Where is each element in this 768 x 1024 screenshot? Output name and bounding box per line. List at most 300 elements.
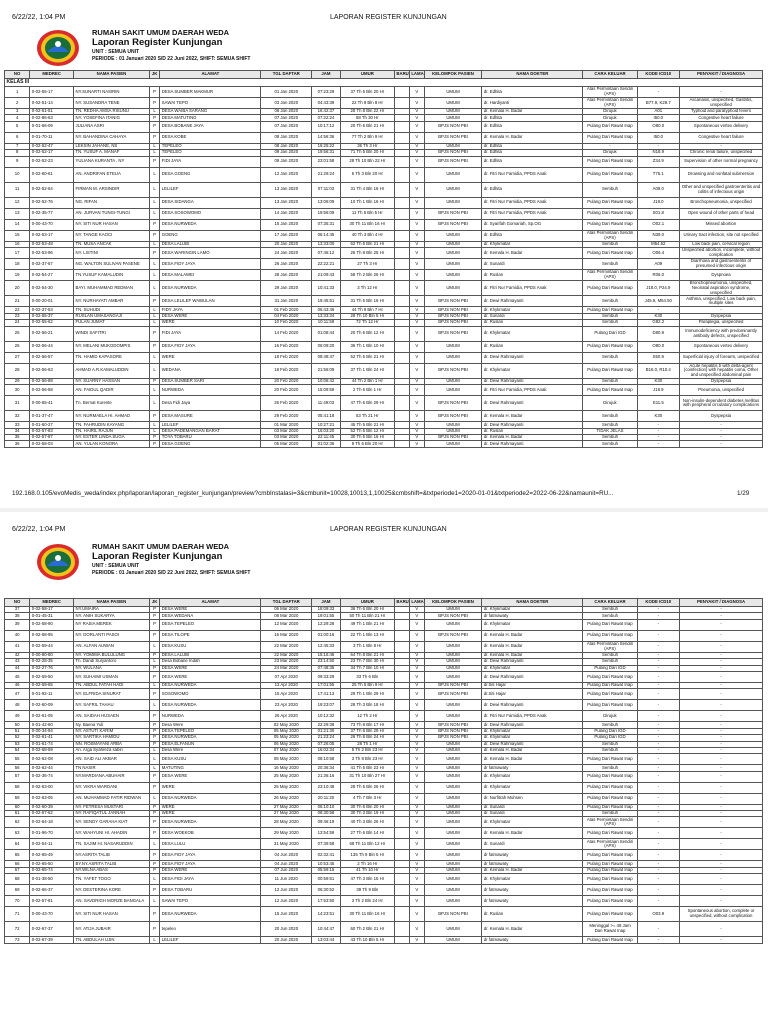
cell-no: 31	[5, 396, 30, 411]
cell-kelompok: UMUM	[424, 98, 482, 109]
cell-diag: Chronic renal failure, unspecified	[680, 150, 763, 156]
report-page-1	[0, 0, 768, 508]
cell-icd: -	[637, 87, 680, 98]
cell-umur: 49 Th 1 Bln 21 Hr	[340, 619, 394, 630]
cell-icd: -	[637, 765, 680, 771]
cell-cara: Sembuh	[583, 313, 637, 319]
table-row	[5, 87, 763, 98]
cell-alamat: DESA GOENG	[160, 441, 261, 447]
cell-dokter: dr. Khykmatar	[482, 241, 583, 247]
cell-kelompok: UMUM	[424, 937, 482, 943]
cell-nama: NG. WALTON SULIVAN PASENE	[74, 258, 150, 269]
cell-tgl: 07 Jan 2020	[261, 115, 312, 121]
cell-no: 60	[5, 804, 30, 810]
cell-tgl: 12 Mar 2020	[261, 619, 312, 630]
cell-kelompok: UMUM	[424, 782, 482, 793]
cell-cara: Pulang Dari Rawat Inap	[583, 689, 637, 700]
cell-lama: V	[409, 121, 424, 132]
cell-cara: Pulang Dari Rawat Inap	[583, 874, 637, 885]
cell-dokter: dr. Khykmatar	[482, 307, 583, 313]
cell-medrec: 0-02-51-14	[30, 98, 74, 109]
cell-icd: A01	[637, 109, 680, 115]
cell-baru	[394, 907, 409, 922]
cell-lama: V	[409, 385, 424, 396]
cell-cara: Sembuh	[583, 607, 637, 613]
cell-alamat: DESA TEPELEO	[160, 619, 261, 630]
cell-jam: 13:03:44	[312, 937, 341, 943]
cell-icd: I50.0	[637, 115, 680, 121]
page-footer	[12, 490, 750, 497]
cell-umur: 30 Th 11 Bln 16 Hr	[340, 219, 394, 230]
cell-jk: P	[149, 867, 159, 873]
cell-jam: 17:41:13	[312, 689, 341, 700]
cell-medrec: 0-02-55-62	[30, 320, 74, 326]
cell-cara: Sembuh	[583, 652, 637, 658]
cell-icd: Z34.9	[637, 156, 680, 167]
table-row	[5, 208, 763, 219]
column-header: NO	[5, 599, 30, 607]
cell-kelompok: UMUM	[424, 659, 482, 665]
cell-nama: TN. HAMID KAPASORE	[74, 352, 150, 363]
column-header: MEDREC	[30, 71, 74, 79]
cell-diag: -	[680, 711, 763, 722]
cell-diag: -	[680, 689, 763, 700]
cell-kelompok: UMUM	[424, 441, 482, 447]
cell-tgl: 29 May 2020	[261, 828, 312, 839]
cell-dokter: dr. Kemala H. Badar	[482, 747, 583, 753]
cell-jam: 19:23:07	[312, 700, 341, 711]
cell-baru	[394, 208, 409, 219]
cell-jam: 21:29:24	[312, 167, 341, 182]
page-number: 1/29	[737, 490, 750, 497]
cell-jk: L	[149, 700, 159, 711]
cell-no: 66	[5, 861, 30, 867]
cell-diag: -	[680, 700, 763, 711]
table-row	[5, 167, 763, 182]
cell-umur: 39 Th 9 Bln	[340, 885, 394, 896]
table-row	[5, 885, 763, 896]
cell-no: 36	[5, 441, 30, 447]
cell-alamat: DESA MALAWEI	[160, 269, 261, 280]
cell-medrec: 0-02-57-81	[30, 896, 74, 907]
cell-kelompok: UMUM	[424, 804, 482, 810]
cell-dokter: dr. Edhita	[482, 87, 583, 98]
column-header: NAMA PASIEN	[74, 599, 150, 607]
cell-medrec: 0-02-56-88	[30, 378, 74, 384]
cell-nama: NY. ESTER LINDA SUGA	[74, 435, 150, 441]
cell-jam: 08:10:58	[312, 754, 341, 765]
cell-baru	[394, 87, 409, 98]
cell-cara: Dirujuk	[583, 109, 637, 115]
report-header	[92, 28, 250, 63]
cell-nama: NY. NURHAYATI AMBAR	[74, 296, 150, 307]
column-header: NO	[5, 71, 30, 79]
cell-alamat: tepeleo	[160, 922, 261, 937]
cell-jk: P	[149, 771, 159, 782]
column-header: NAMA PASIEN	[74, 71, 150, 79]
cell-lama: V	[409, 782, 424, 793]
cell-icd: K30	[637, 378, 680, 384]
cell-no: 19	[5, 269, 30, 280]
cell-jam: 10:12:32	[312, 711, 341, 722]
cell-baru	[394, 352, 409, 363]
cell-nama: NY. VIKRA WARDANI	[74, 782, 150, 793]
cell-alamat: DESA WERE	[160, 771, 261, 782]
cell-umur: 12 Th 2 Hr	[340, 711, 394, 722]
cell-cara: Pulang Dari Rawat Inap	[583, 907, 637, 922]
cell-cara: Pulang Dari IGD	[583, 665, 637, 671]
cell-jk: L	[149, 280, 159, 295]
cell-baru	[394, 441, 409, 447]
cell-jam: 13:06:09	[312, 197, 341, 208]
cell-alamat: TEPELEO	[160, 143, 261, 149]
cell-medrec: 0-02-53-48	[30, 241, 74, 247]
cell-lama: V	[409, 143, 424, 149]
cell-nama: TN. SAJIM HI. NASARUDDIN	[74, 839, 150, 850]
cell-nama: AN. ALFAN AUWAN	[74, 641, 150, 652]
cell-diag: Immunodeficiency with predominantly antibody defects, unspecified	[680, 326, 763, 341]
cell-jam: 19:01:55	[312, 613, 341, 619]
table-row	[5, 258, 763, 269]
cell-medrec: 0-02-58-90	[30, 619, 74, 630]
column-header: NAMA DOKTER	[482, 71, 583, 79]
cell-tgl: 25 May 2020	[261, 782, 312, 793]
cell-alamat: DESA SIDANGA	[160, 197, 261, 208]
cell-dokter: dr. Fitri Nur Farnidia, PPDS Anak	[482, 385, 583, 396]
cell-tgl: 14 Feb 2020	[261, 326, 312, 341]
cell-umur: 58 Th 2 Bln 26 Hr	[340, 269, 394, 280]
cell-baru	[394, 396, 409, 411]
cell-umur: 22 Th 9 Bln 8 Hr	[340, 98, 394, 109]
cell-jam: 23:01:58	[312, 156, 341, 167]
cell-jam: 13:33:34	[312, 313, 341, 319]
cell-diag: Diarrhoea and gastroenteritis of presumed infectious origin	[680, 258, 763, 269]
cell-lama: V	[409, 313, 424, 319]
cell-nama: TN. MUSA ANCAK	[74, 241, 150, 247]
table-row	[5, 619, 763, 630]
cell-kelompok: UMUM	[424, 280, 482, 295]
cell-diag: Dyspnoea	[680, 269, 763, 280]
cell-dokter: dr. Sunardi	[482, 258, 583, 269]
cell-no: 5	[5, 121, 30, 132]
cell-dokter: dr. Fitri Nur Farnidia, PPDS Anak	[482, 167, 583, 182]
cell-umur: 31 Th 10 Bln 27 Hr	[340, 771, 394, 782]
cell-alamat: LELILEF	[160, 937, 261, 943]
cell-jk: P	[149, 441, 159, 447]
cell-jk: L	[149, 874, 159, 885]
cell-baru	[394, 132, 409, 143]
cell-baru	[394, 326, 409, 341]
cell-no: 68	[5, 874, 30, 885]
cell-jam: 06:14:45	[312, 230, 341, 241]
cell-lama: V	[409, 269, 424, 280]
cell-nama: NG. RIFAN	[74, 197, 150, 208]
cell-kelompok: BPJS NON PBI	[424, 296, 482, 307]
cell-icd: -	[637, 804, 680, 810]
cell-dokter: dr. Khykmatar	[482, 363, 583, 378]
cell-tgl: 04 Jun 2020	[261, 850, 312, 861]
cell-alamat: DESA LELILEF WAIBULAN	[160, 296, 261, 307]
cell-icd: J18.0	[637, 197, 680, 208]
cell-jk: P	[149, 907, 159, 922]
cell-jam: 07:39:58	[312, 839, 341, 850]
cell-no: 62	[5, 817, 30, 828]
cell-cara: Meninggal >= 48 Jam Dari Rawat Inap	[583, 922, 637, 937]
cell-alamat: DESA WAIBA SARANG	[160, 109, 261, 115]
cell-jam: 19:45:51	[312, 296, 341, 307]
cell-umur: 2 Th 16 Hr	[340, 861, 394, 867]
print-datetime: 6/22/22, 1:04 PM	[12, 14, 66, 21]
table-row	[5, 641, 763, 652]
register-table-page-2	[4, 598, 763, 944]
cell-jk: P	[149, 435, 159, 441]
cell-cara: Sembuh	[583, 352, 637, 363]
cell-alamat: DESA MASURE	[160, 411, 261, 422]
table-row	[5, 247, 763, 258]
cell-medrec: 0-00-34-94	[30, 728, 74, 734]
hospital-logo-icon	[35, 28, 81, 68]
cell-alamat: DESA TILOPE	[160, 630, 261, 641]
cell-alamat: DESA WERE	[160, 665, 261, 671]
column-header: NAMA DOKTER	[482, 599, 583, 607]
cell-alamat: Desa Fidi Jaya	[160, 396, 261, 411]
cell-diag: -	[680, 735, 763, 741]
cell-jk: L	[149, 793, 159, 804]
cell-icd: -	[637, 641, 680, 652]
cell-alamat: DESA ELFANUN	[160, 741, 261, 747]
cell-dokter: dr. Dewi Rahmayanti	[482, 441, 583, 447]
cell-nama: NY. SITI NUR HASAN	[74, 907, 150, 922]
cell-icd: -	[637, 850, 680, 861]
cell-dokter: dr fatmawaty	[482, 896, 583, 907]
cell-nama: TN.YUSUF KAMALUDIN	[74, 269, 150, 280]
cell-cara: Pulang Dari Rawat Inap	[583, 682, 637, 688]
cell-umur: 43 Th 10 Bln 5 Hr	[340, 937, 394, 943]
cell-alamat: FIDI JAYA	[160, 326, 261, 341]
cell-jam: 01:08:44	[312, 326, 341, 341]
cell-jam: 21:56:09	[312, 363, 341, 378]
cell-diag: Dyspepsia	[680, 378, 763, 384]
cell-cara: TIDAK JELAS	[583, 428, 637, 434]
cell-no: 51	[5, 728, 30, 734]
cell-jk: L	[149, 352, 159, 363]
cell-kelompok: BPJS NON PBI	[424, 313, 482, 319]
cell-dokter: dr. Fitri Nur Farnidia, PPDS Anak	[482, 711, 583, 722]
cell-jk: P	[149, 156, 159, 167]
cell-tgl: 05 May 2020	[261, 735, 312, 741]
cell-jk: P	[149, 98, 159, 109]
cell-diag: -	[680, 937, 763, 943]
cell-nama: TN. HAIRIL RAJUN	[74, 428, 150, 434]
cell-tgl: 24 Jan 2020	[261, 247, 312, 258]
cell-baru	[394, 197, 409, 208]
cell-icd: -	[637, 722, 680, 728]
cell-diag: Low back pain, cervical region	[680, 241, 763, 247]
cell-nama: NY.UMAIRA	[74, 607, 150, 613]
cell-diag: Ascariasis, unspecified, Gastritis, unspecified	[680, 98, 763, 109]
cell-jam: 10:44:47	[312, 922, 341, 937]
cell-tgl: 13 Jan 2020	[261, 197, 312, 208]
cell-cara: Sembuh	[583, 241, 637, 247]
cell-dokter: dr. Edhita	[482, 115, 583, 121]
cell-kelompok: UMUM	[424, 378, 482, 384]
cell-nama: NY. BAHANDINA CAHAYA	[74, 132, 150, 143]
cell-nama: NY.ASRITA TALIB	[74, 850, 150, 861]
table-row	[5, 896, 763, 907]
cell-tgl: 03 Jan 2020	[261, 98, 312, 109]
cell-tgl: 06 Mar 2020	[261, 607, 312, 613]
cell-umur: 6 Th 3 Bln 20 Hr	[340, 167, 394, 182]
cell-icd: O03.9	[637, 907, 680, 922]
cell-icd: O80.0	[637, 121, 680, 132]
cell-jam: 16:42:37	[312, 109, 341, 115]
cell-alamat: WERE	[160, 320, 261, 326]
cell-cara: Pulang Dari Rawat Inap	[583, 771, 637, 782]
cell-diag: -	[680, 747, 763, 753]
cell-nama: NY. SITI NUR HASAN	[74, 219, 150, 230]
cell-nama: NY. NURMAELA HI. AHMAD	[74, 411, 150, 422]
cell-medrec: 0-02-52-76	[30, 197, 74, 208]
cell-diag: -	[680, 619, 763, 630]
cell-nama: FULAN JUMAT	[74, 320, 150, 326]
cell-alamat: DESA LALUBI	[160, 652, 261, 658]
cell-lama: V	[409, 167, 424, 182]
cell-no: 49	[5, 711, 30, 722]
cell-no: 13	[5, 208, 30, 219]
cell-umur: 50 Th 11 Bln 21 Hr	[340, 613, 394, 619]
cell-umur: 34 Th 7 Bln 10 Hr	[340, 665, 394, 671]
cell-cara: Pulang Dari Rawat Inap	[583, 885, 637, 896]
cell-dokter: dr. Ruslan	[482, 269, 583, 280]
cell-jk: P	[149, 230, 159, 241]
cell-icd: -	[637, 922, 680, 937]
cell-lama: V	[409, 722, 424, 728]
cell-kelompok: BPJS NON PBI	[424, 320, 482, 326]
cell-medrec: 0-02-37-53	[30, 307, 74, 313]
cell-dokter: dr fatmawaty	[482, 765, 583, 771]
column-header: PENYAKIT / DIAGNOSA	[680, 599, 763, 607]
table-row	[5, 907, 763, 922]
cell-diag: -	[680, 641, 763, 652]
cell-cara: Pulang Dari Rawat Inap	[583, 385, 637, 396]
cell-jam: 21:23:24	[312, 735, 341, 741]
cell-alamat: SOSOWOMO	[160, 689, 261, 700]
cell-no: 24	[5, 320, 30, 326]
cell-umur: 11 Th 5 Bln 5 Hr	[340, 208, 394, 219]
cell-medrec: 0-02-62-44	[30, 765, 74, 771]
cell-tgl: 01 Mar 2020	[261, 422, 312, 428]
cell-jam: 18:09:33	[312, 607, 341, 613]
cell-no: 14	[5, 219, 30, 230]
cell-medrec: 0-02-27-76	[30, 665, 74, 671]
cell-icd: -	[637, 793, 680, 804]
cell-icd: -	[637, 700, 680, 711]
cell-diag: Spontaneous vertex delivery	[680, 121, 763, 132]
cell-medrec: 0-02-35-77	[30, 208, 74, 219]
cell-diag: -	[680, 428, 763, 434]
cell-dokter: dr. Dewi Rahmayanti	[482, 378, 583, 384]
table-row	[5, 230, 763, 241]
cell-cara: Pulang Dari Rawat Inap	[583, 247, 637, 258]
cell-lama: V	[409, 817, 424, 828]
cell-no: 63	[5, 828, 30, 839]
cell-jk: P	[149, 247, 159, 258]
cell-cara: Pulang Dari Rawat Inap	[583, 630, 637, 641]
cell-icd: M54.52	[637, 241, 680, 247]
cell-diag: -	[680, 782, 763, 793]
cell-jam: 05:41:18	[312, 411, 341, 422]
cell-jam: 22:11:45	[312, 435, 341, 441]
cell-alamat: FIDI JAYA	[160, 156, 261, 167]
cell-icd: -	[637, 659, 680, 665]
cell-jam: 00:59:51	[312, 874, 341, 885]
cell-diag: Other and unspecified gastroenteritis and colitis of infectious origin	[680, 182, 763, 197]
cell-jam: 19:56:09	[312, 208, 341, 219]
cell-jam: 16:02:34	[312, 747, 341, 753]
cell-baru	[394, 630, 409, 641]
table-row	[5, 326, 763, 341]
cell-lama: V	[409, 156, 424, 167]
cell-cara: Pulang Dari Rawat Inap	[583, 937, 637, 943]
cell-jam: 11:49:03	[312, 396, 341, 411]
cell-lama: V	[409, 700, 424, 711]
cell-kelompok: UMUM	[424, 341, 482, 352]
cell-kelompok: BPJS NON PBI	[424, 396, 482, 411]
report-name: Laporan Register Kunjungan	[92, 551, 223, 562]
cell-baru	[394, 641, 409, 652]
cell-no: 46	[5, 682, 30, 688]
cell-no: 10	[5, 167, 30, 182]
cell-lama: V	[409, 422, 424, 428]
cell-alamat: WERE	[160, 782, 261, 793]
cell-umur: 53 Th 21 Hr	[340, 411, 394, 422]
cell-icd: K30	[637, 313, 680, 319]
cell-cara: Sembuh	[583, 258, 637, 269]
cell-kelompok: UMUM	[424, 269, 482, 280]
cell-tgl: 12 Jun 2020	[261, 896, 312, 907]
cell-jk: P	[149, 741, 159, 747]
cell-kelompok: UMUM	[424, 874, 482, 885]
cell-jk: L	[149, 363, 159, 378]
cell-cara: Atas Permintaan Sendiri (APS)	[583, 269, 637, 280]
cell-medrec: 0-02-53-17	[30, 230, 74, 241]
cell-nama: AN. MUHAMMAD FATIR RIDWAN	[74, 793, 150, 804]
cell-diag: -	[680, 867, 763, 873]
cell-jam: 10:53:45	[312, 861, 341, 867]
cell-jam: 15:16:46	[312, 652, 341, 658]
cell-cara: Sembuh	[583, 747, 637, 753]
column-header: BARU	[394, 71, 409, 79]
cell-icd: -	[637, 711, 680, 722]
cell-icd: J18.9	[637, 385, 680, 396]
cell-kelompok: UMUM	[424, 793, 482, 804]
cell-no: 42	[5, 652, 30, 658]
table-row	[5, 689, 763, 700]
table-row	[5, 341, 763, 352]
cell-nama: NY. RAFIQATUL JANNAH	[74, 811, 150, 817]
cell-lama: V	[409, 296, 424, 307]
cell-dokter: dr fatmawaty	[482, 850, 583, 861]
cell-icd: G82.2	[637, 320, 680, 326]
cell-jam: 20:11:20	[312, 793, 341, 804]
cell-dokter: dr. Sunardi	[482, 811, 583, 817]
cell-no: 30	[5, 385, 30, 396]
footer-url: 192.168.0.105/evoMedis_weda/index.php/laporan/laporan_register_kunjungan/preview?cmbInstalasi=3&cmbunit=10028,10013,1,10025&cmbshift=&txtperiode1=2020-01-01&txtperiode2=2022-06-22&namaunit=RU...	[12, 490, 614, 497]
cell-icd: A09.0	[637, 182, 680, 197]
cell-baru	[394, 219, 409, 230]
cell-jk: P	[149, 811, 159, 817]
table-row	[5, 771, 763, 782]
